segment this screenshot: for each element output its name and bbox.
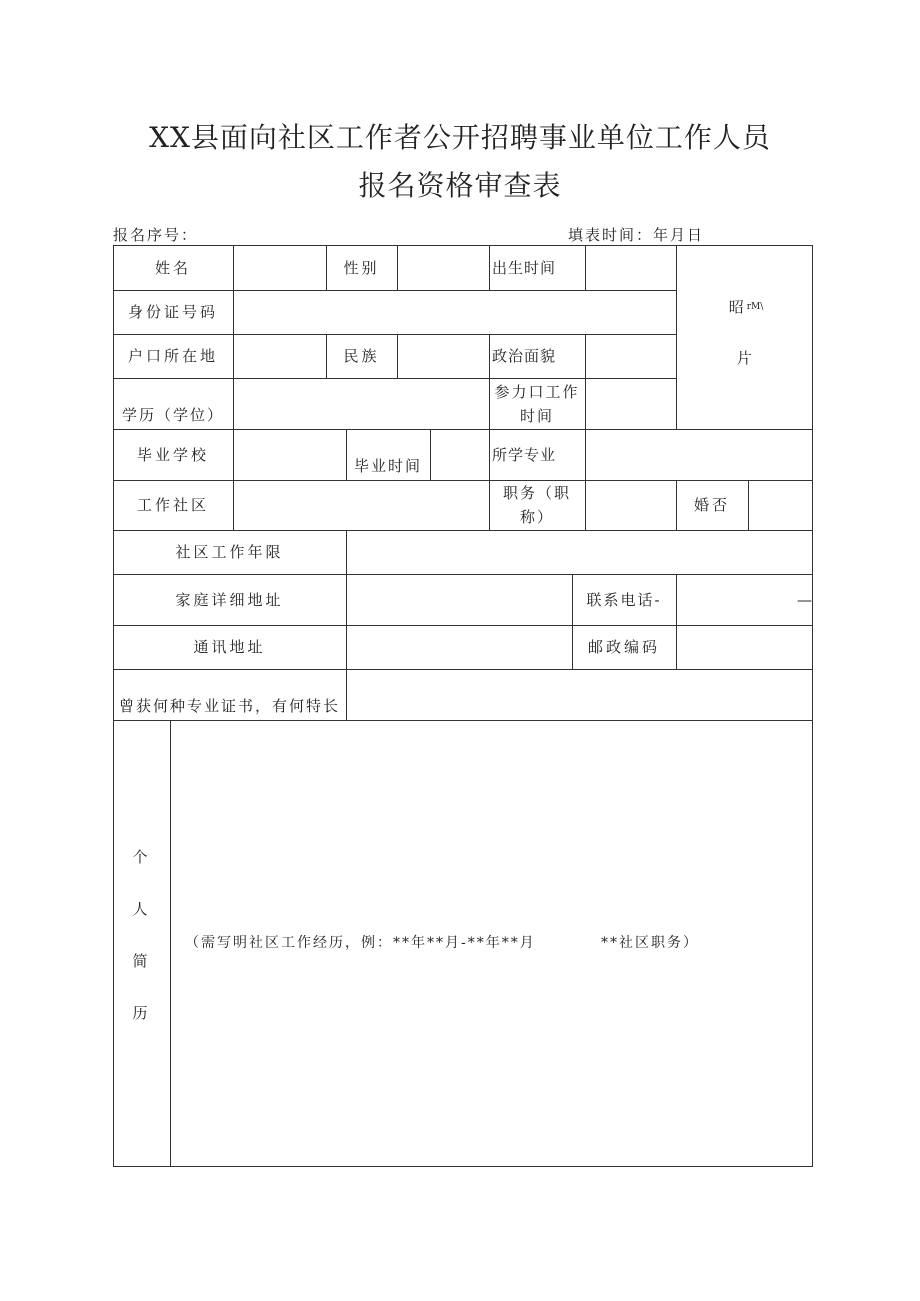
form-title-line-2: 报名资格审查表 xyxy=(358,169,562,202)
table-border-right xyxy=(812,245,813,1167)
political-status-field[interactable] xyxy=(586,335,676,378)
position-title-line-2: 称） xyxy=(519,508,554,526)
ethnicity-field[interactable] xyxy=(398,335,489,378)
school-field[interactable] xyxy=(234,430,346,480)
photo-mark: rM\ xyxy=(746,302,764,312)
graduation-time-label: 毕业时间 xyxy=(353,457,422,475)
major-field[interactable] xyxy=(586,430,812,480)
name-field[interactable] xyxy=(234,246,326,290)
hukou-label: 户口所在地 xyxy=(127,347,218,365)
postal-code-label: 邮政编码 xyxy=(587,638,660,656)
certificates-field[interactable] xyxy=(347,670,812,720)
resume-hint: （需写明社区工作经历，例：**年**月-**年**月 xyxy=(185,935,536,951)
work-start-time-line-2: 时间 xyxy=(519,406,554,425)
graduation-time-field[interactable] xyxy=(431,430,489,480)
hukou-field[interactable] xyxy=(234,335,326,378)
id-number-field[interactable] xyxy=(234,291,676,334)
phone-dash: — xyxy=(797,590,812,609)
phone-field[interactable] xyxy=(677,575,785,625)
phone-label: 联系电话- xyxy=(586,590,662,609)
gender-field[interactable] xyxy=(398,246,489,290)
resume-char-2: 人 xyxy=(132,900,151,918)
gender-label: 性别 xyxy=(343,258,380,277)
mailing-address-label: 通讯地址 xyxy=(193,638,266,656)
resume-char-1: 个 xyxy=(132,848,151,866)
education-label: 学历（学位） xyxy=(121,406,224,424)
work-start-time-field[interactable] xyxy=(586,379,676,429)
position-title-line-1: 职务（职 xyxy=(502,484,571,502)
certificates-label: 曾获何种专业证书，有何特长 xyxy=(118,697,340,715)
education-field[interactable] xyxy=(234,379,489,429)
mailing-address-field[interactable] xyxy=(347,626,572,669)
position-title-field[interactable] xyxy=(586,481,676,530)
postal-code-field[interactable] xyxy=(677,626,812,669)
community-years-label: 社区工作年限 xyxy=(175,543,284,561)
photo-field[interactable] xyxy=(677,246,812,429)
resume-field[interactable] xyxy=(171,721,812,926)
school-label: 毕业学校 xyxy=(136,445,209,464)
major-label: 所学专业 xyxy=(492,445,557,464)
birth-date-field[interactable] xyxy=(586,246,676,290)
community-years-field[interactable] xyxy=(347,531,812,574)
home-address-field[interactable] xyxy=(347,575,572,625)
table-border-bottom xyxy=(113,1166,813,1167)
form-title-line-1: XX县面向社区工作者公开招聘事业单位工作人员 xyxy=(149,121,771,154)
home-address-label: 家庭详细地址 xyxy=(175,590,284,609)
work-start-time-line-1: 参力口工作 xyxy=(494,382,580,401)
political-status-label: 政治面貌 xyxy=(492,347,557,365)
married-field[interactable] xyxy=(749,481,812,530)
photo-label-bottom: 片 xyxy=(736,349,755,367)
id-number-label: 身份证号码 xyxy=(127,303,218,321)
serial-number-label: 报名序号： xyxy=(113,226,199,244)
resume-char-3: 简 xyxy=(132,952,151,970)
photo-char-1: 昭 xyxy=(728,298,747,316)
resume-label xyxy=(113,835,170,1035)
ethnicity-label: 民族 xyxy=(343,347,380,365)
married-label: 婚否 xyxy=(693,496,730,514)
community-label: 工作社区 xyxy=(136,496,209,514)
work-start-time-label xyxy=(489,378,585,429)
fill-date-label: 填表时间：年月日 xyxy=(568,226,705,244)
name-label: 姓名 xyxy=(154,258,191,277)
community-field[interactable] xyxy=(234,481,489,530)
position-title-label xyxy=(489,480,585,530)
resume-char-4: 历 xyxy=(132,1004,151,1022)
resume-hint-position: **社区职务） xyxy=(601,935,699,951)
birth-date-label: 出生时间 xyxy=(492,258,557,277)
